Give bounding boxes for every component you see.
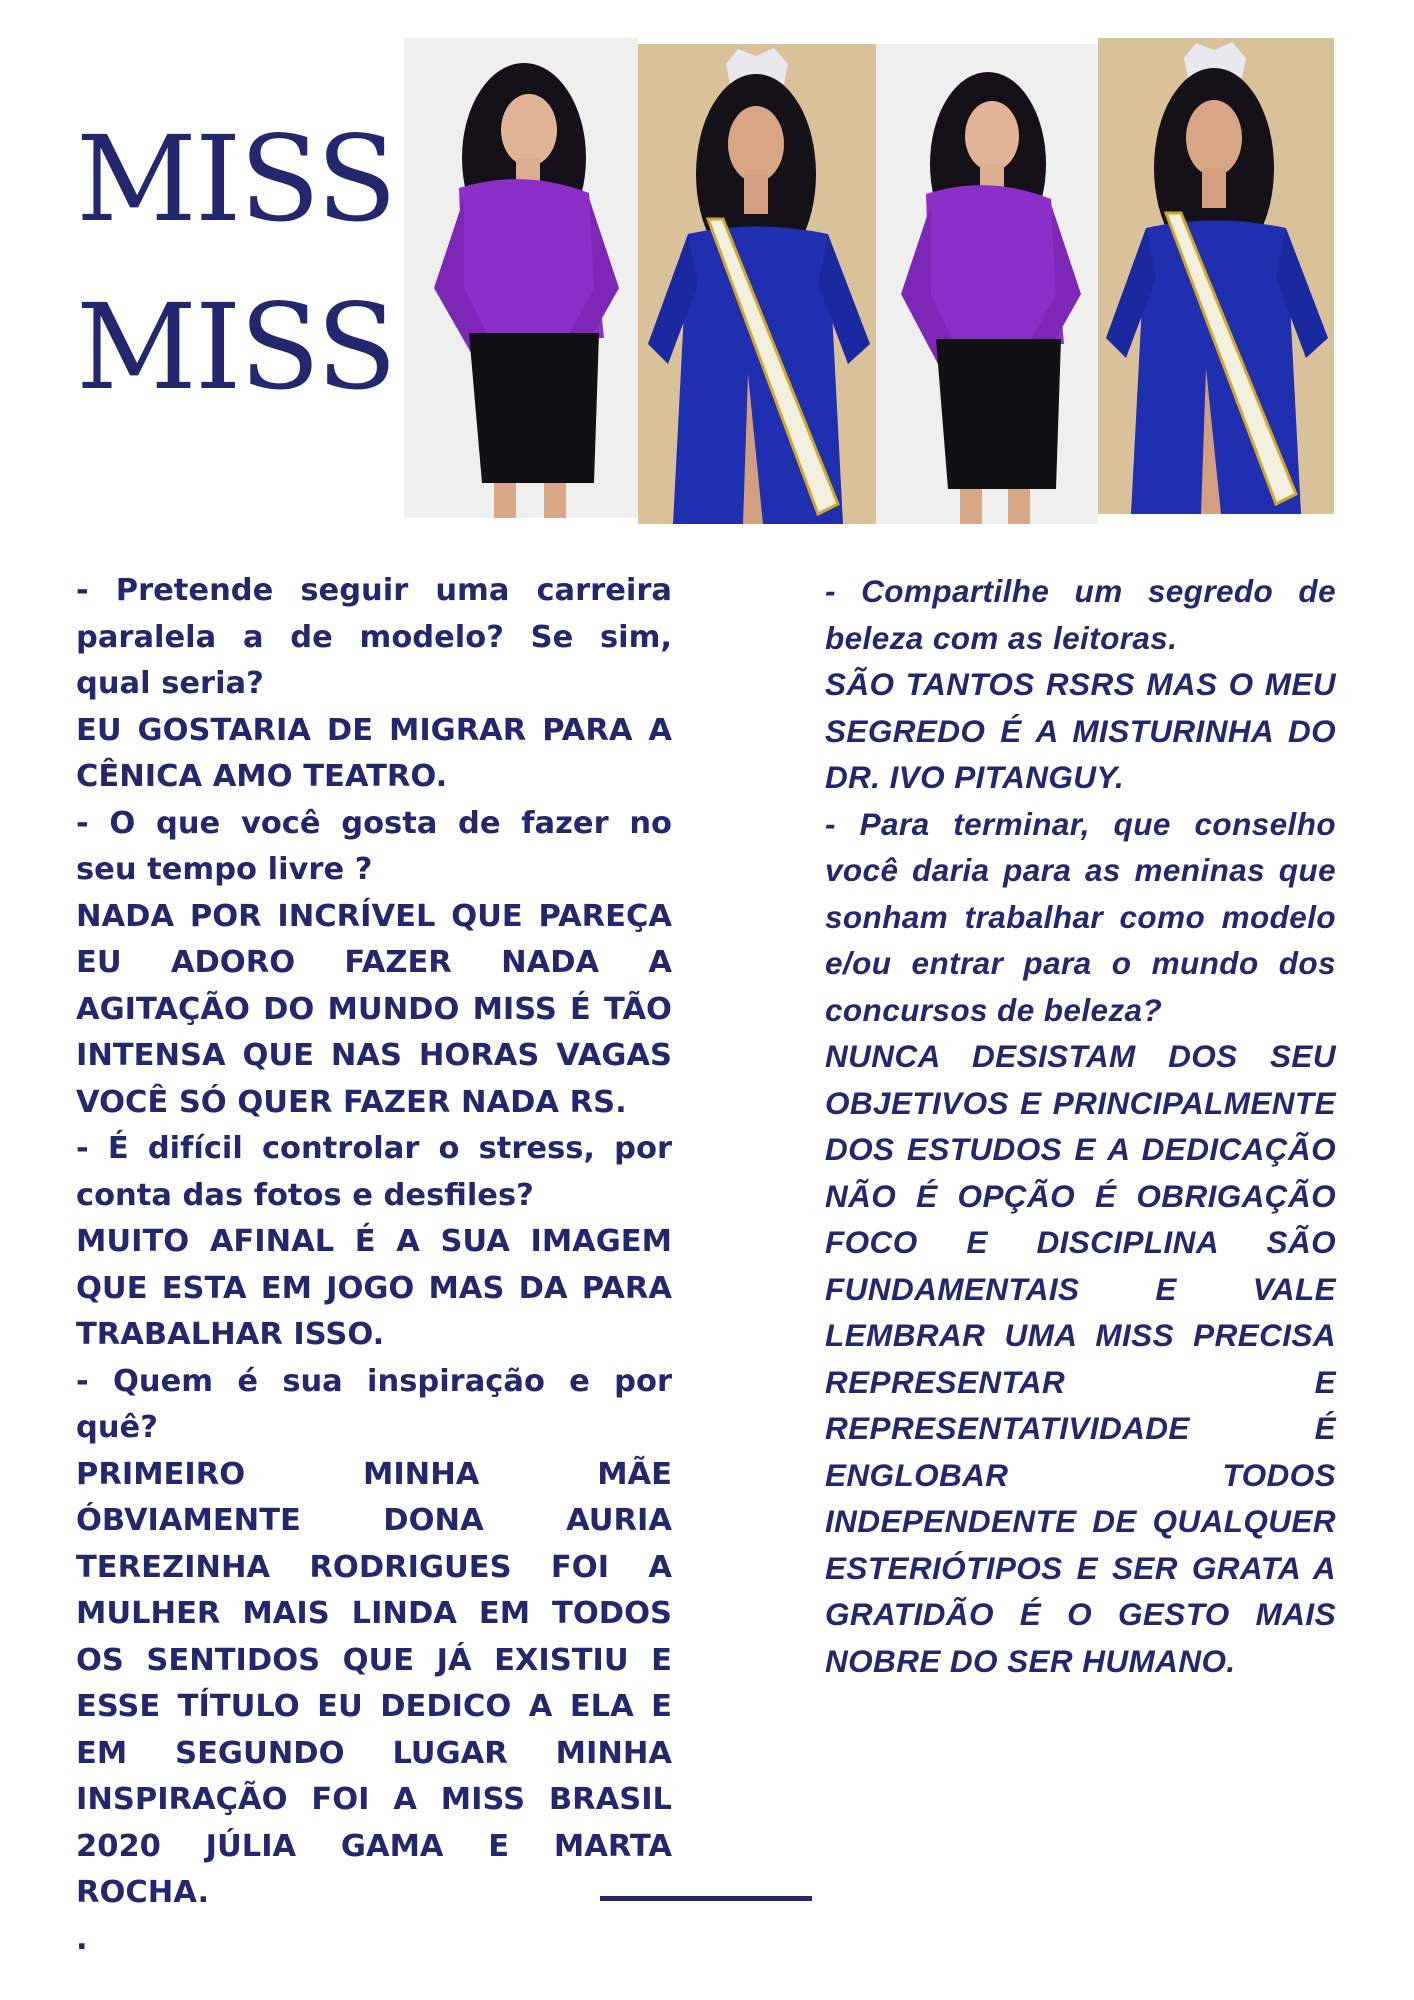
interview-right-column — [825, 568, 1336, 1684]
photo-blue-gown-sash — [638, 44, 876, 524]
photo-blue-gown-sash-2 — [1098, 38, 1334, 514]
title-line-1: MISS — [76, 110, 396, 248]
answer-beauty-secret: SÃO TANTOS RSRS MAS O MEU SEGREDO É A MISTURINHA DO DR. IVO PITANGUY. — [825, 666, 1336, 795]
question-career: - Pretende seguir uma carreira paralela a de modelo? Se sim, qual seria? — [76, 573, 672, 701]
question-free-time: - O que você gosta de fazer no seu tempo livre ? — [76, 805, 672, 887]
photo-strip — [0, 38, 1414, 528]
trailing-dot: . — [76, 1921, 88, 1957]
answer-inspiration: PRIMEIRO MINHA MÃE ÓBVIAMENTE DONA AURIA TEREZINHA RODRIGUES FOI A MULHER MAIS LINDA EM TODOS OS SENTIDOS QUE JÁ EXISTIU E ESSE TÍTULO EU DEDICO A ELA E EM SEGUNDO LUGAR MINHA INSPIRAÇÃO FOI A MISS BRASIL 2020 JÚLIA GAMA E MARTA ROCHA. — [76, 1456, 672, 1910]
question-stress: - É difícil controlar o stress, por conta das fotos e desfiles? — [76, 1131, 672, 1213]
answer-career: EU GOSTARIA DE MIGRAR PARA A CÊNICA AMO TEATRO. — [76, 712, 672, 794]
question-advice: - Para terminar, que conselho você daria para as meninas que sonham trabalhar como modelo e/ou entrar para o mundo dos concursos de beleza? — [825, 805, 1336, 1028]
question-beauty-secret: - Compartilhe um segredo de beleza com as leitoras. — [825, 573, 1336, 656]
question-inspiration: - Quem é sua inspiração e por quê? — [76, 1363, 672, 1445]
photo-purple-blouse-2 — [876, 44, 1098, 524]
answer-free-time: NADA POR INCRÍVEL QUE PAREÇA EU ADORO FAZER NADA A AGITAÇÃO DO MUNDO MISS É TÃO INTENSA QUE NAS HORAS VAGAS VOCÊ SÓ QUER FAZER NADA RS. — [76, 898, 672, 1120]
title-line-2: MISS — [76, 278, 396, 416]
answer-advice: NUNCA DESISTAM DOS SEU OBJETIVOS E PRINCIPALMENTE DOS ESTUDOS E A DEDICAÇÃO NÃO É OPÇÃO É OBRIGAÇÃO FOCO E DISCIPLINA SÃO FUNDAMENTAIS E VALE LEMBRAR UMA MISS PRECISA REPRESENTAR E REPRESENTATIVIDADE É ENGLOBAR TODOS INDEPENDENTE DE QUALQUER ESTERIÓTIPOS E SER GRATA A GRATIDÃO É O GESTO MAIS NOBRE DO SER HUMANO. — [825, 1038, 1336, 1679]
interview-left-column — [76, 568, 672, 1963]
photo-purple-blouse — [404, 38, 638, 518]
footer-divider — [600, 1896, 812, 1901]
answer-stress: MUITO AFINAL É A SUA IMAGEM QUE ESTA EM JOGO MAS DA PARA TRABALHAR ISSO. — [76, 1224, 672, 1352]
